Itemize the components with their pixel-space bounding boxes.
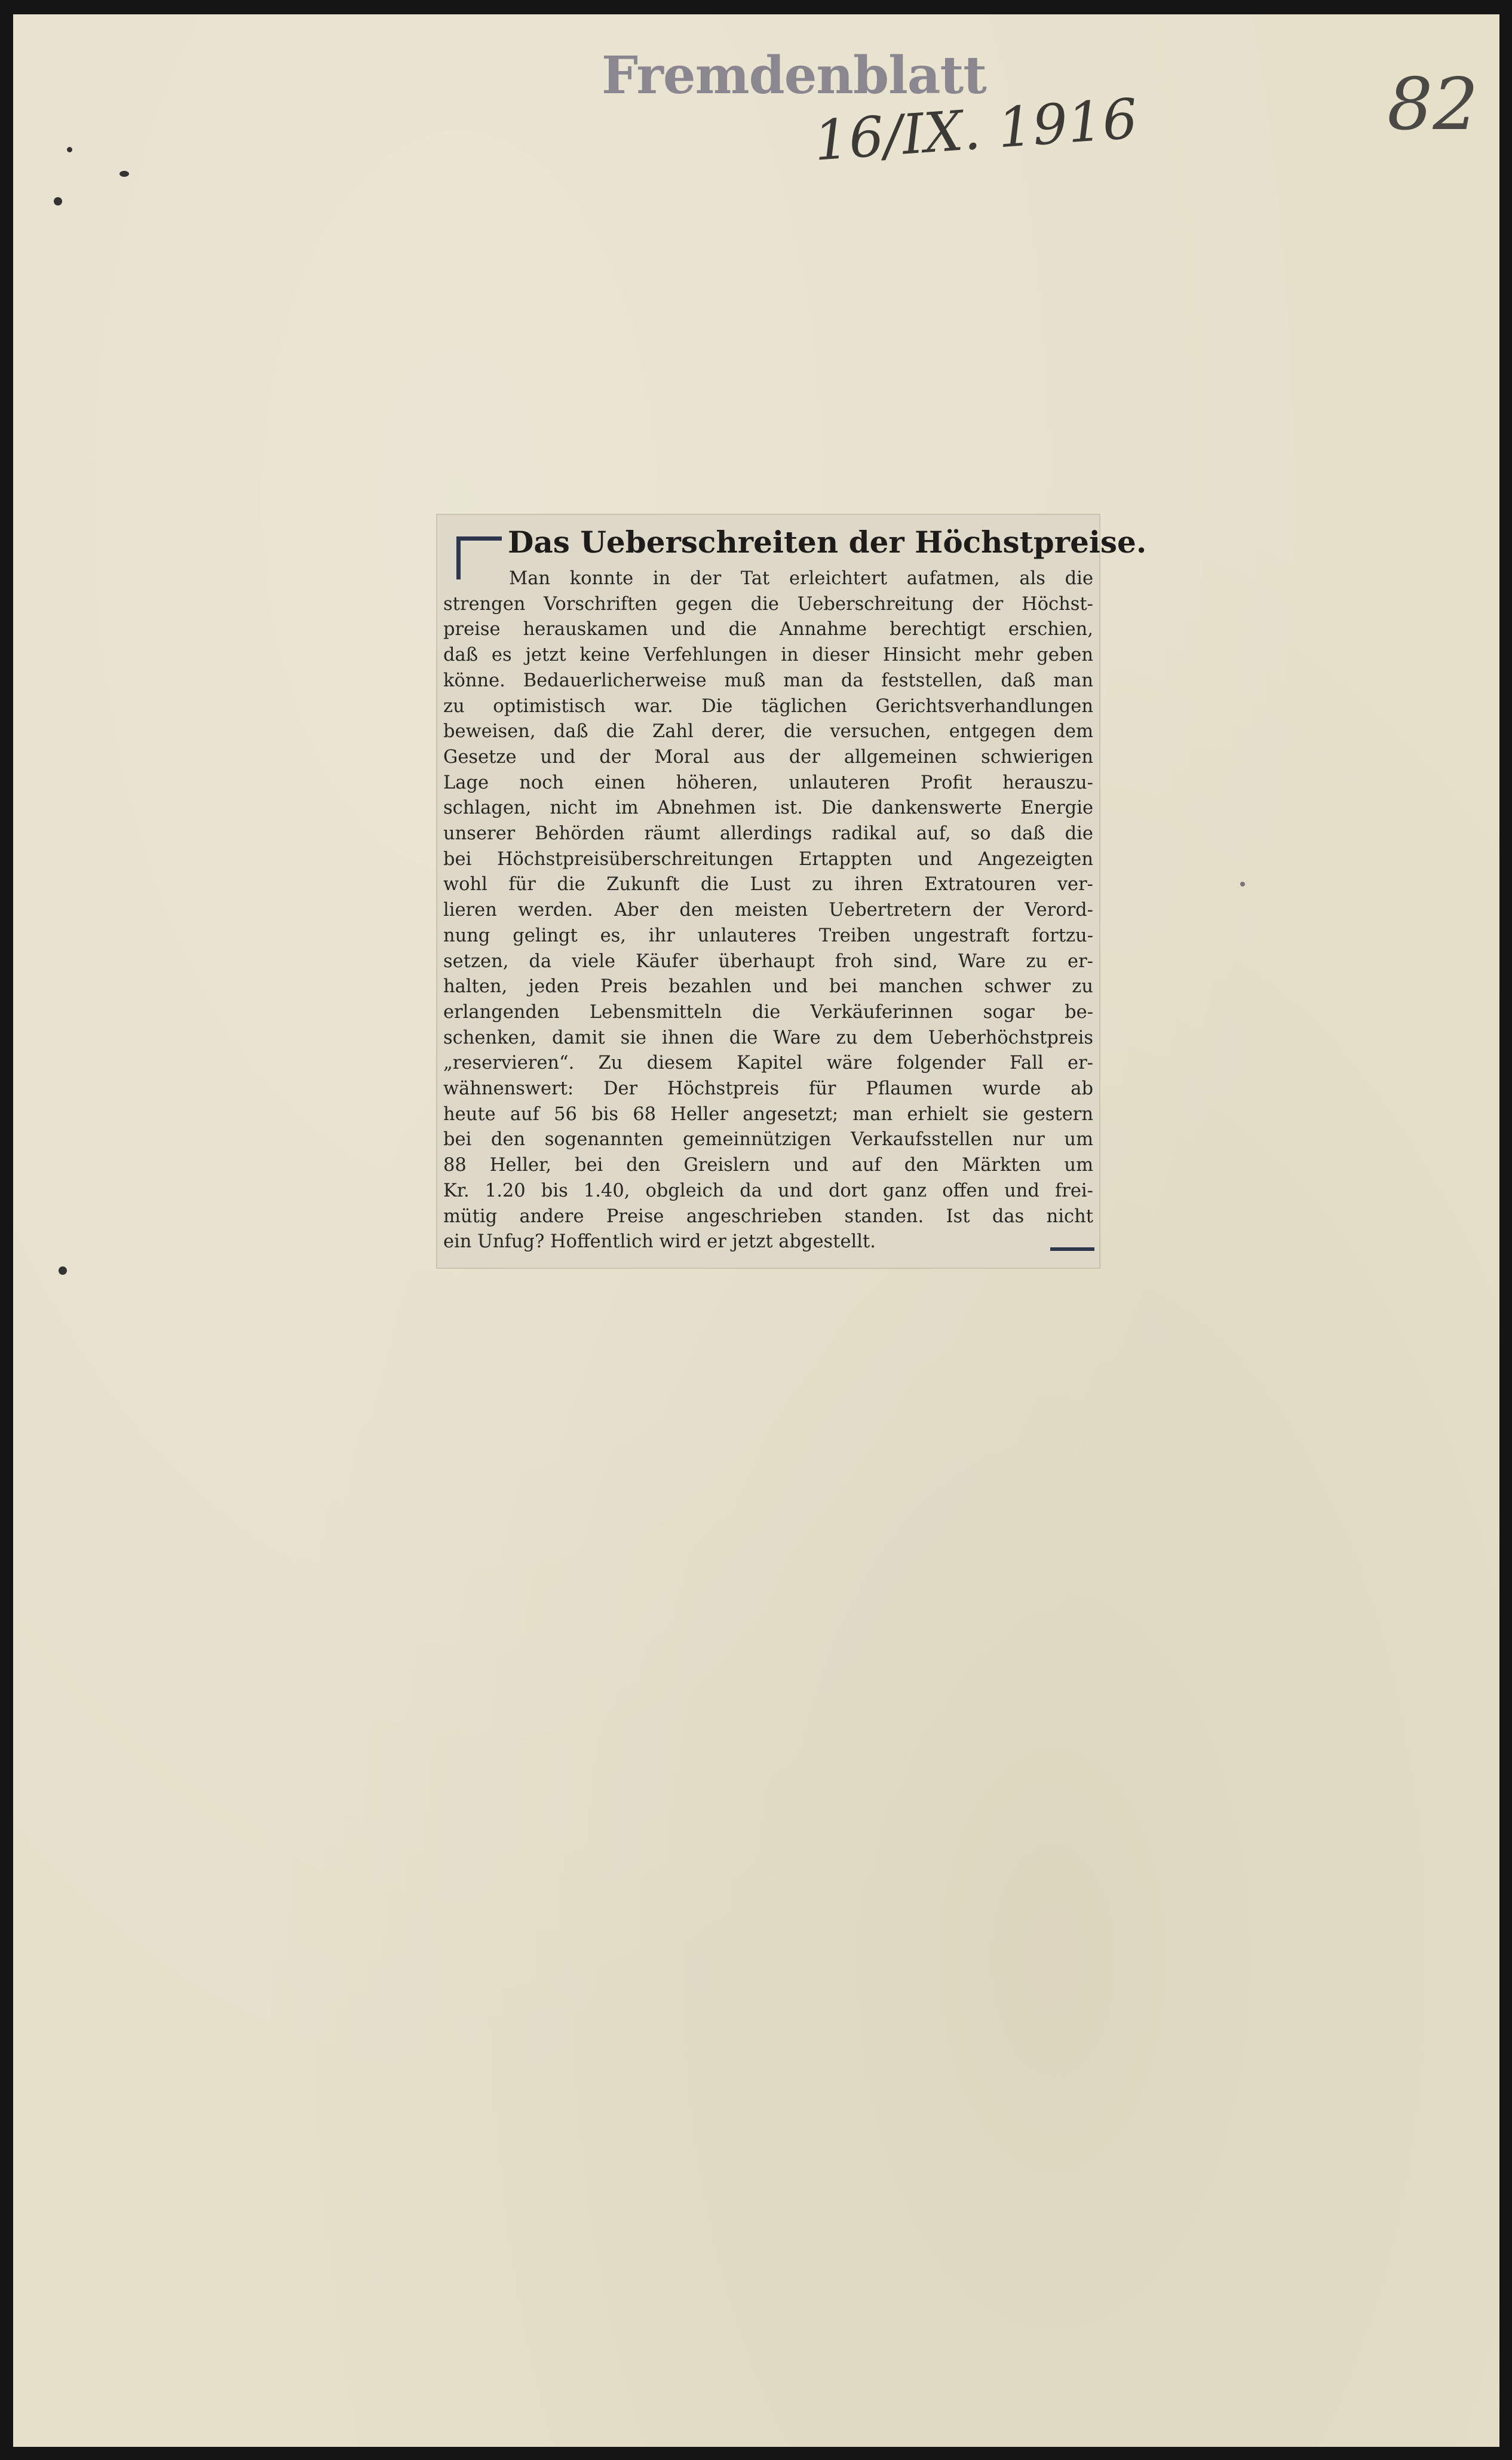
article-line: bei den sogenannten gemeinnützigen Verkaufsstellen nur um	[443, 1129, 1093, 1151]
punch-mark	[67, 147, 72, 152]
article-line: daß es jetzt keine Verfehlungen in dieser Hinsicht mehr geben	[443, 645, 1093, 666]
article-line: beweisen, daß die Zahl derer, die versuchen, entgegen dem	[443, 721, 1093, 743]
archive-sheet	[13, 14, 1499, 2447]
article-line: halten, jeden Preis bezahlen und bei manchen schwer zu	[443, 976, 1093, 998]
article-line: setzen, da viele Käufer überhaupt froh sind, Ware zu er-	[443, 950, 1093, 972]
article-line: heute auf 56 bis 68 Heller angesetzt; man erhielt sie gestern	[443, 1103, 1093, 1125]
article-line: schlagen, nicht im Abnehmen ist. Die dankenswerte Energie	[443, 797, 1093, 819]
article-headline: Das Ueberschreiten der Höchstpreise.	[508, 524, 1147, 560]
article-line: bei Höchstpreisüberschreitungen Ertappten und Angezeigten	[443, 848, 1093, 870]
article-line: preise herauskamen und die Annahme berechtigt erschien,	[443, 619, 1093, 640]
punch-mark	[119, 171, 129, 177]
article-line: erlangenden Lebensmitteln die Verkäuferinnen sogar be-	[443, 1001, 1093, 1023]
folio-number: 82	[1387, 63, 1479, 146]
article-line: ein Unfug? Hoffentlich wird er jetzt abgestellt.	[443, 1231, 876, 1253]
article-line: unserer Behörden räumt allerdings radikal auf, so daß die	[443, 823, 1093, 845]
article-line: nung gelingt es, ihr unlauteres Treiben ungestraft fortzu-	[443, 925, 1093, 946]
article-body	[443, 566, 1093, 1255]
article-line: Man konnte in der Tat erleichtert aufatmen, als die	[509, 568, 1093, 589]
article-line: 88 Heller, bei den Greislern und auf den Märkten um	[443, 1155, 1093, 1176]
article-line: Lage noch einen höheren, unlauteren Profit herauszu-	[443, 772, 1093, 793]
article-line: schenken, damit sie ihnen die Ware zu dem Ueberhöchstpreis	[443, 1027, 1093, 1048]
article-line: lieren werden. Aber den meisten Uebertretern der Verord-	[443, 900, 1093, 921]
newspaper-clipping	[437, 515, 1147, 1268]
article-line: strengen Vorschriften gegen die Ueberschreitung der Höchst-	[443, 593, 1093, 615]
article-line: wohl für die Zukunft die Lust zu ihren Extratouren ver-	[443, 874, 1093, 895]
handwritten-date: 16/IX. 1916	[811, 87, 1140, 173]
article-line: Kr. 1.20 bis 1.40, obgleich da und dort ganz offen und frei-	[443, 1180, 1093, 1201]
punch-mark	[54, 197, 62, 205]
article-line: wähnenswert: Der Höchstpreis für Pflaumen wurde ab	[443, 1078, 1093, 1100]
article-line: mütig andere Preise angeschrieben standen. Ist das nicht	[443, 1206, 1093, 1227]
newspaper-stamp: Fremdenblatt	[602, 45, 986, 106]
article-line: „reservieren“. Zu diesem Kapitel wäre folgender Fall er-	[443, 1053, 1093, 1074]
punch-mark	[1240, 882, 1245, 887]
punch-mark	[59, 1266, 67, 1275]
article-line: zu optimistisch war. Die täglichen Gerichtsverhandlungen	[443, 695, 1093, 717]
clipping-pencil-mark	[456, 536, 502, 541]
article-line: könne. Bedauerlicherweise muß man da feststellen, daß man	[443, 670, 1093, 691]
article-line: Gesetze und der Moral aus der allgemeinen schwierigen	[443, 746, 1093, 768]
